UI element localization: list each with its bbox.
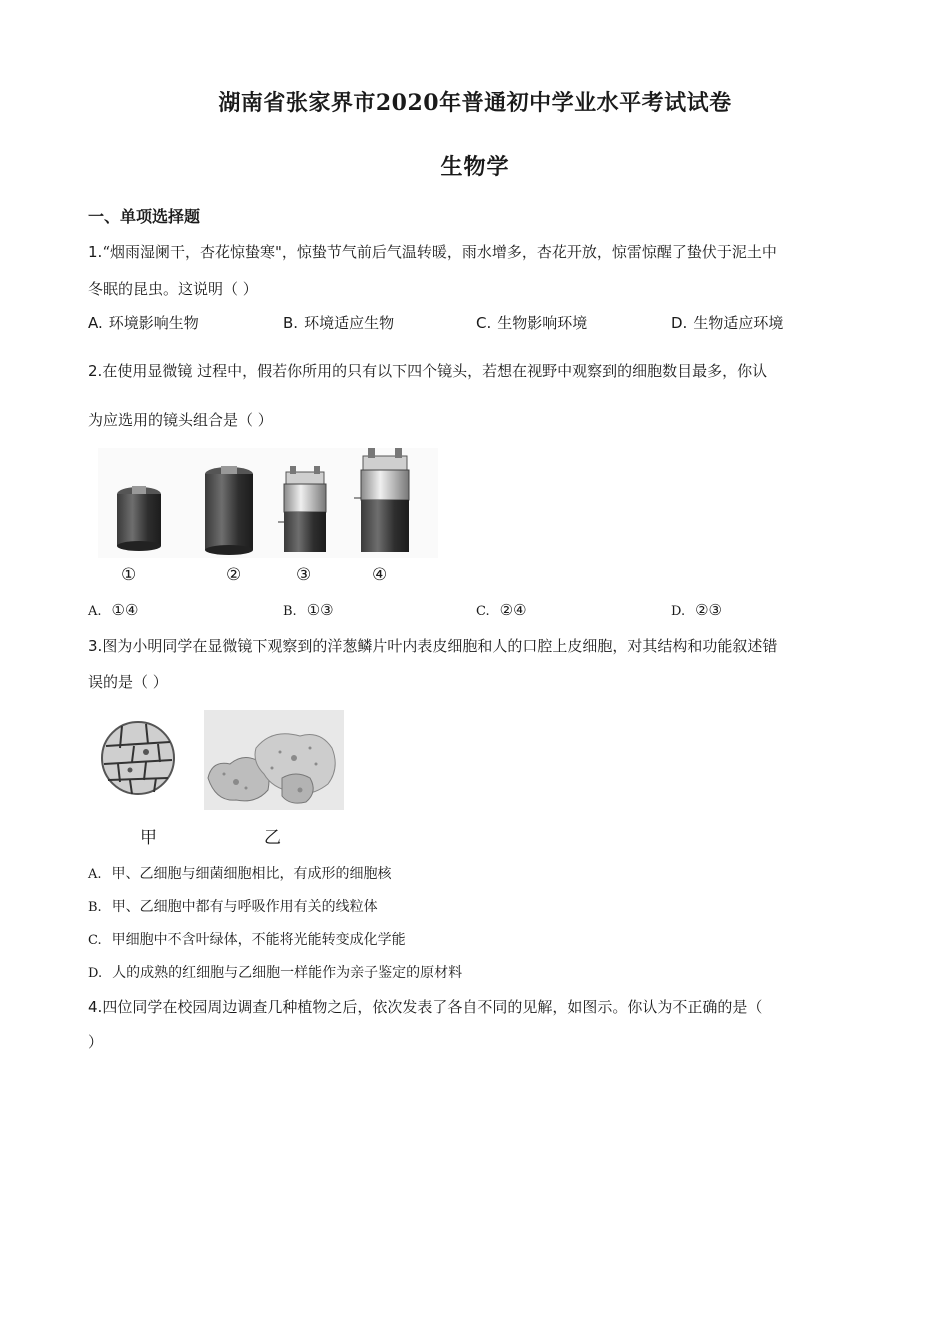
question-3-line-2: 误的是（ ） bbox=[88, 673, 168, 691]
option-letter: B. bbox=[283, 314, 299, 332]
question-text: 四位同学在校园周边调查几种植物之后，依次发表了各自不同的见解，如图示。你认为不正确的是（ bbox=[102, 998, 763, 1016]
lens-label-1: ① bbox=[121, 565, 137, 585]
oral-epithelial-cells-image bbox=[204, 710, 344, 810]
question-text: “烟雨湿阑干，杏花惊蛰寒"，惊蛰节气前后气温转暖，雨水增多，杏花开放，惊雷惊醒了蛰伏于泥土中 bbox=[102, 243, 777, 261]
question-number: 2. bbox=[88, 362, 103, 380]
question-number: 3. bbox=[88, 637, 103, 655]
option-letter: A. bbox=[88, 867, 102, 882]
q3-option-a[interactable] bbox=[88, 863, 392, 883]
question-text: 图为小明同学在显微镜下观察到的洋葱鳞片叶内表皮细胞和人的口腔上皮细胞，对其结构和功能叙述错 bbox=[102, 637, 778, 655]
option-text: 生物影响环境 bbox=[497, 314, 588, 332]
question-2-line-1 bbox=[88, 360, 767, 381]
question-4-line-1 bbox=[88, 996, 762, 1017]
cell-label-yi: 乙 bbox=[264, 828, 281, 848]
q3-option-b[interactable] bbox=[88, 896, 378, 916]
lens-2-eyepiece-long bbox=[205, 466, 253, 555]
question-3-line-1 bbox=[88, 635, 777, 656]
option-text: 生物适应环境 bbox=[693, 314, 784, 332]
option-letter: A. bbox=[88, 604, 102, 619]
q3-option-c[interactable] bbox=[88, 929, 406, 949]
option-letter: B. bbox=[88, 900, 102, 915]
option-letter: C. bbox=[476, 314, 492, 332]
option-letter: C. bbox=[88, 933, 102, 948]
question-1-line-2: 冬眠的昆虫。这说明（ ） bbox=[88, 280, 258, 298]
exam-subject: 生物学 bbox=[440, 154, 510, 180]
option-text: ①③ bbox=[306, 601, 334, 619]
q2-option-a[interactable] bbox=[88, 601, 138, 619]
option-letter: B. bbox=[283, 604, 297, 619]
option-letter: A. bbox=[88, 314, 103, 332]
q1-option-c[interactable] bbox=[476, 312, 587, 333]
q3-option-d[interactable] bbox=[88, 962, 462, 982]
q2-option-d[interactable] bbox=[671, 601, 722, 619]
q1-option-a[interactable] bbox=[88, 312, 199, 333]
cell-label-jia: 甲 bbox=[140, 828, 157, 848]
option-text: 甲细胞中不含叶绿体，不能将光能转变成化学能 bbox=[111, 932, 406, 948]
q1-option-b[interactable] bbox=[283, 312, 394, 333]
q2-option-c[interactable] bbox=[476, 601, 527, 619]
option-text: 人的成熟的红细胞与乙细胞一样能作为亲子鉴定的原材料 bbox=[112, 965, 463, 981]
section-heading: 一、单项选择题 bbox=[88, 207, 201, 226]
option-letter: D. bbox=[671, 314, 688, 332]
cells-figure bbox=[96, 708, 346, 814]
lens-1-eyepiece-short bbox=[117, 486, 161, 551]
option-letter: D. bbox=[88, 966, 103, 981]
option-text: 甲、乙细胞中都有与呼吸作用有关的线粒体 bbox=[111, 899, 378, 915]
q2-option-b[interactable] bbox=[283, 601, 334, 619]
lens-label-4: ④ bbox=[372, 565, 388, 585]
lens-label-3: ③ bbox=[296, 565, 312, 585]
question-2-line-2: 为应选用的镜头组合是（ ） bbox=[88, 411, 273, 429]
option-text: 环境影响生物 bbox=[108, 314, 199, 332]
question-number: 1. bbox=[88, 243, 103, 261]
onion-epidermis-cells-image bbox=[102, 722, 174, 794]
option-text: ①④ bbox=[111, 601, 139, 619]
option-text: ②③ bbox=[695, 601, 722, 619]
question-number: 4. bbox=[88, 998, 103, 1016]
lens-label-2: ② bbox=[226, 565, 242, 585]
option-text: 环境适应生物 bbox=[304, 314, 395, 332]
question-text: 在使用显微镜 过程中，假若你所用的只有以下四个镜头，若想在视野中观察到的细胞数目最多，你认 bbox=[102, 362, 768, 380]
option-letter: D. bbox=[671, 604, 686, 619]
exam-title: 湖南省张家界市2020年普通初中学业水平考试试卷 bbox=[218, 90, 732, 116]
question-4-line-2: ） bbox=[88, 1033, 104, 1051]
question-1-line-1 bbox=[88, 241, 777, 262]
option-text: 甲、乙细胞与细菌细胞相比，有成形的细胞核 bbox=[111, 866, 392, 882]
option-letter: C. bbox=[476, 604, 490, 619]
microscope-lenses-figure bbox=[98, 448, 438, 558]
q1-option-d[interactable] bbox=[671, 312, 783, 333]
option-text: ②④ bbox=[499, 601, 527, 619]
